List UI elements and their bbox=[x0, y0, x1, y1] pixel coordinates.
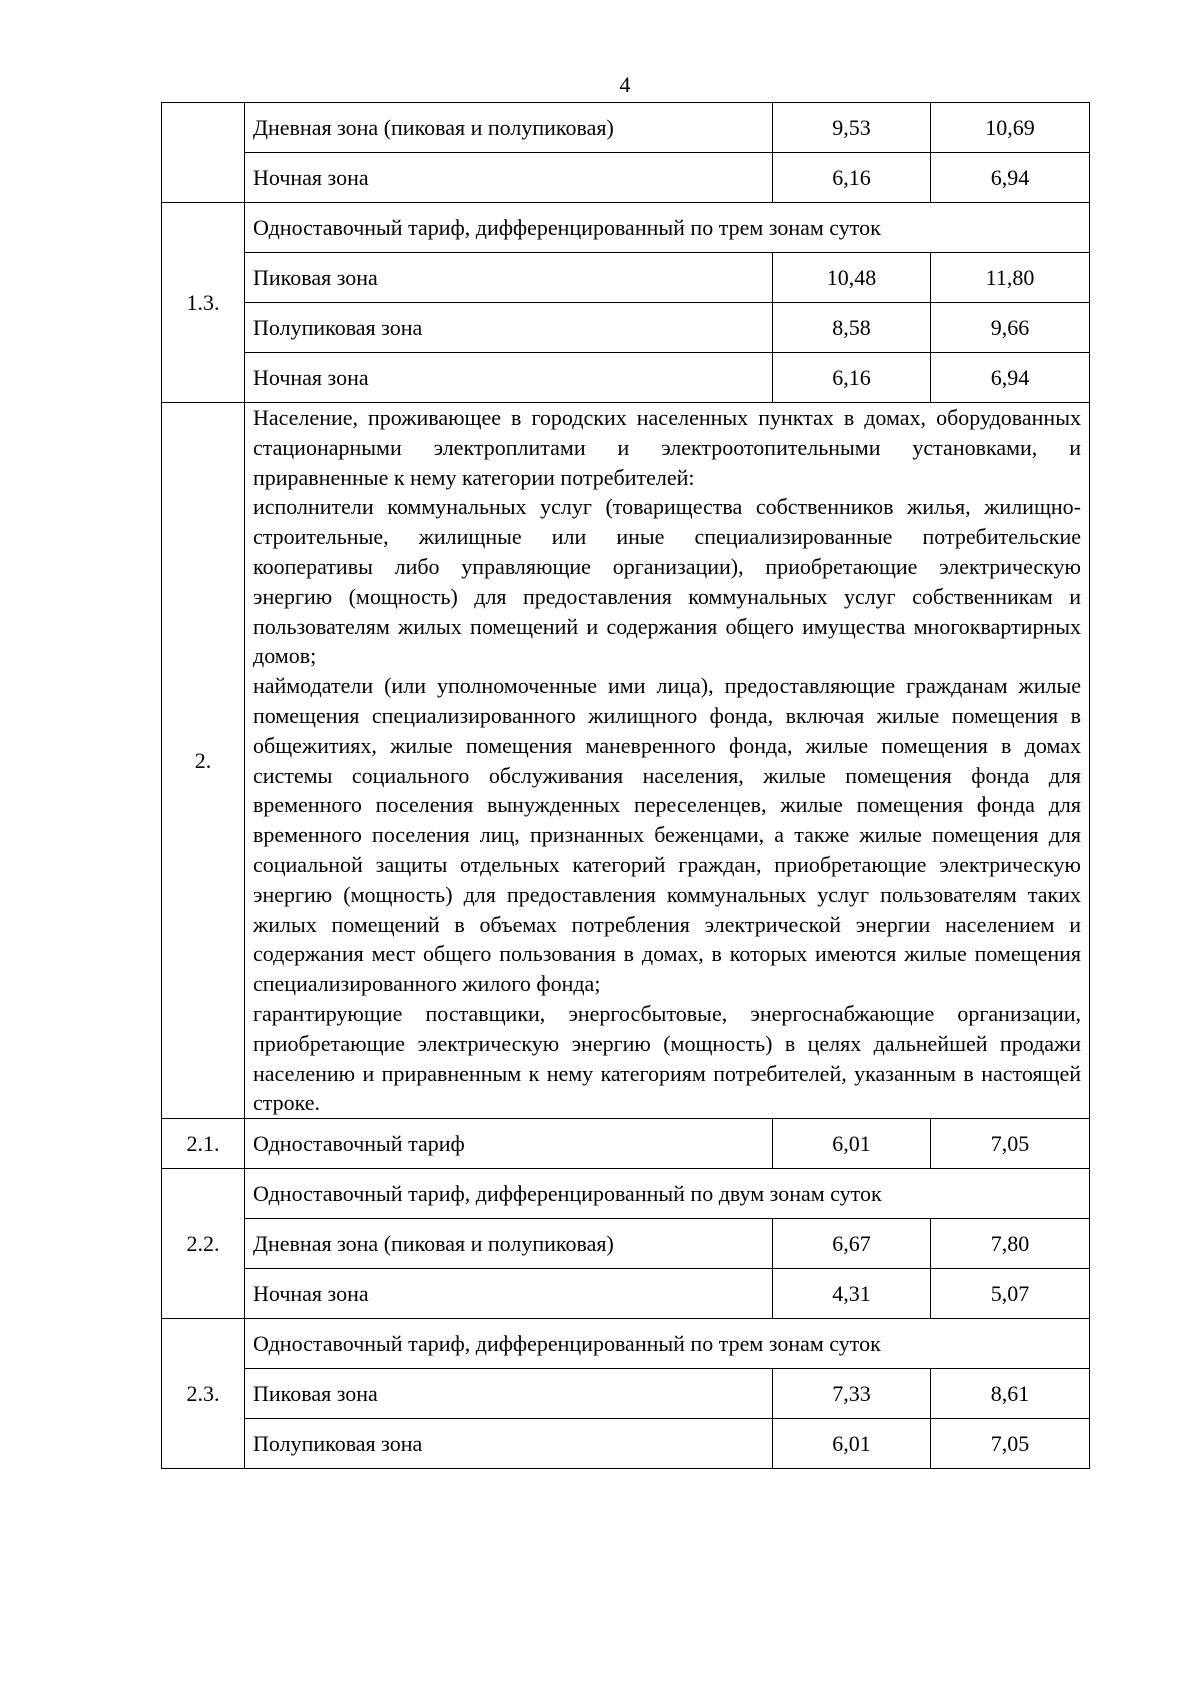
tariff-group-header: Одноставочный тариф, дифференцированный по двум зонам суток bbox=[245, 1169, 1090, 1219]
description-paragraph: гарантирующие поставщики, энергосбытовые, энергоснабжающие организации, приобретающие электрическую энергию (мощность) в целях дальнейшей продажи населению и приравненным к нему категориям потребителей, указанным в настоящей строке. bbox=[253, 1000, 1081, 1116]
tariff-name-cell: Пиковая зона bbox=[245, 253, 773, 303]
tariff-value-cell: 6,94 bbox=[931, 353, 1090, 403]
tariff-value-cell: 7,33 bbox=[773, 1369, 931, 1419]
tariff-name-cell: Ночная зона bbox=[245, 1269, 773, 1319]
tariff-name-cell: Полупиковая зона bbox=[245, 1419, 773, 1469]
tariff-group-header: Одноставочный тариф, дифференцированный по трем зонам суток bbox=[245, 1319, 1090, 1369]
tariff-value-cell: 9,53 bbox=[773, 103, 931, 153]
table-row bbox=[162, 253, 1090, 303]
table-row bbox=[162, 1219, 1090, 1269]
tariff-name-cell: Ночная зона bbox=[245, 153, 773, 203]
tariff-value-cell: 7,05 bbox=[931, 1419, 1090, 1469]
tariff-value-cell: 8,61 bbox=[931, 1369, 1090, 1419]
table-row bbox=[162, 1369, 1090, 1419]
tariff-value-cell: 10,69 bbox=[931, 103, 1090, 153]
table-row bbox=[162, 1119, 1090, 1169]
tariff-value-cell: 6,01 bbox=[773, 1419, 931, 1469]
table-row bbox=[162, 403, 1090, 1119]
table-row bbox=[162, 203, 1090, 253]
tariff-table bbox=[161, 102, 1090, 1469]
row-number-cell: 2.2. bbox=[162, 1169, 245, 1319]
row-number-cell bbox=[162, 103, 245, 203]
tariff-name-cell: Пиковая зона bbox=[245, 1369, 773, 1419]
description-paragraph: исполнители коммунальных услуг (товарищества собственников жилья, жилищно-строительные, жилищные или иные специализированные потребительские кооперативы либо управляющие организации), приобретающие электрическую энергию (мощность) для предоставления коммунальных услуг собственникам и пользователям жилых помещений и содержания общего имущества многоквартирных домов; bbox=[253, 494, 1081, 669]
tariff-value-cell: 8,58 bbox=[773, 303, 931, 353]
table-row bbox=[162, 1269, 1090, 1319]
tariff-value-cell: 6,16 bbox=[773, 353, 931, 403]
tariff-value-cell: 10,48 bbox=[773, 253, 931, 303]
description-paragraph: Население, проживающее в городских населенных пунктах в домах, оборудованных стационарными электроплитами и электроотопительными установками, и приравненные к нему категории потребителей: bbox=[253, 405, 1081, 490]
row-number-cell: 1.3. bbox=[162, 203, 245, 403]
table-row bbox=[162, 103, 1090, 153]
tariff-value-cell: 6,16 bbox=[773, 153, 931, 203]
consumer-category-description bbox=[245, 403, 1090, 1119]
table-row bbox=[162, 353, 1090, 403]
tariff-name-cell: Одноставочный тариф bbox=[245, 1119, 773, 1169]
table-row bbox=[162, 1419, 1090, 1469]
row-number-cell: 2. bbox=[162, 403, 245, 1119]
tariff-value-cell: 9,66 bbox=[931, 303, 1090, 353]
row-number-cell: 2.3. bbox=[162, 1319, 245, 1469]
tariff-value-cell: 11,80 bbox=[931, 253, 1090, 303]
tariff-value-cell: 5,07 bbox=[931, 1269, 1090, 1319]
description-paragraph: наймодатели (или уполномоченные ими лица), предоставляющие гражданам жилые помещения специализированного жилищного фонда, включая жилые помещения в общежитиях, жилые помещения маневренного фонда, жилые помещения в домах системы социального обслуживания населения, жилые помещения фонда для временного поселения вынужденных переселенцев, жилые помещения фонда для временного поселения лиц, признанных беженцами, а также жилые помещения для социальной защиты отдельных категорий граждан, приобретающие электрическую энергию (мощность) для предоставления коммунальных услуг пользователям таких жилых помещений в объемах потребления электрической энергии населением и содержания мест общего пользования в домах, в которых имеются жилые помещения специализированного жилого фонда; bbox=[253, 673, 1081, 997]
tariff-value-cell: 6,67 bbox=[773, 1219, 931, 1269]
tariff-name-cell: Дневная зона (пиковая и полупиковая) bbox=[245, 103, 773, 153]
tariff-value-cell: 6,01 bbox=[773, 1119, 931, 1169]
row-number-cell: 2.1. bbox=[162, 1119, 245, 1169]
tariff-name-cell: Ночная зона bbox=[245, 353, 773, 403]
tariff-value-cell: 7,05 bbox=[931, 1119, 1090, 1169]
table-row bbox=[162, 1169, 1090, 1219]
tariff-group-header: Одноставочный тариф, дифференцированный по трем зонам суток bbox=[245, 203, 1090, 253]
table-row bbox=[162, 303, 1090, 353]
tariff-name-cell: Дневная зона (пиковая и полупиковая) bbox=[245, 1219, 773, 1269]
tariff-name-cell: Полупиковая зона bbox=[245, 303, 773, 353]
tariff-value-cell: 7,80 bbox=[931, 1219, 1090, 1269]
tariff-value-cell: 4,31 bbox=[773, 1269, 931, 1319]
table-row bbox=[162, 1319, 1090, 1369]
table-row bbox=[162, 153, 1090, 203]
page-number: 4 bbox=[619, 72, 631, 97]
tariff-value-cell: 6,94 bbox=[931, 153, 1090, 203]
